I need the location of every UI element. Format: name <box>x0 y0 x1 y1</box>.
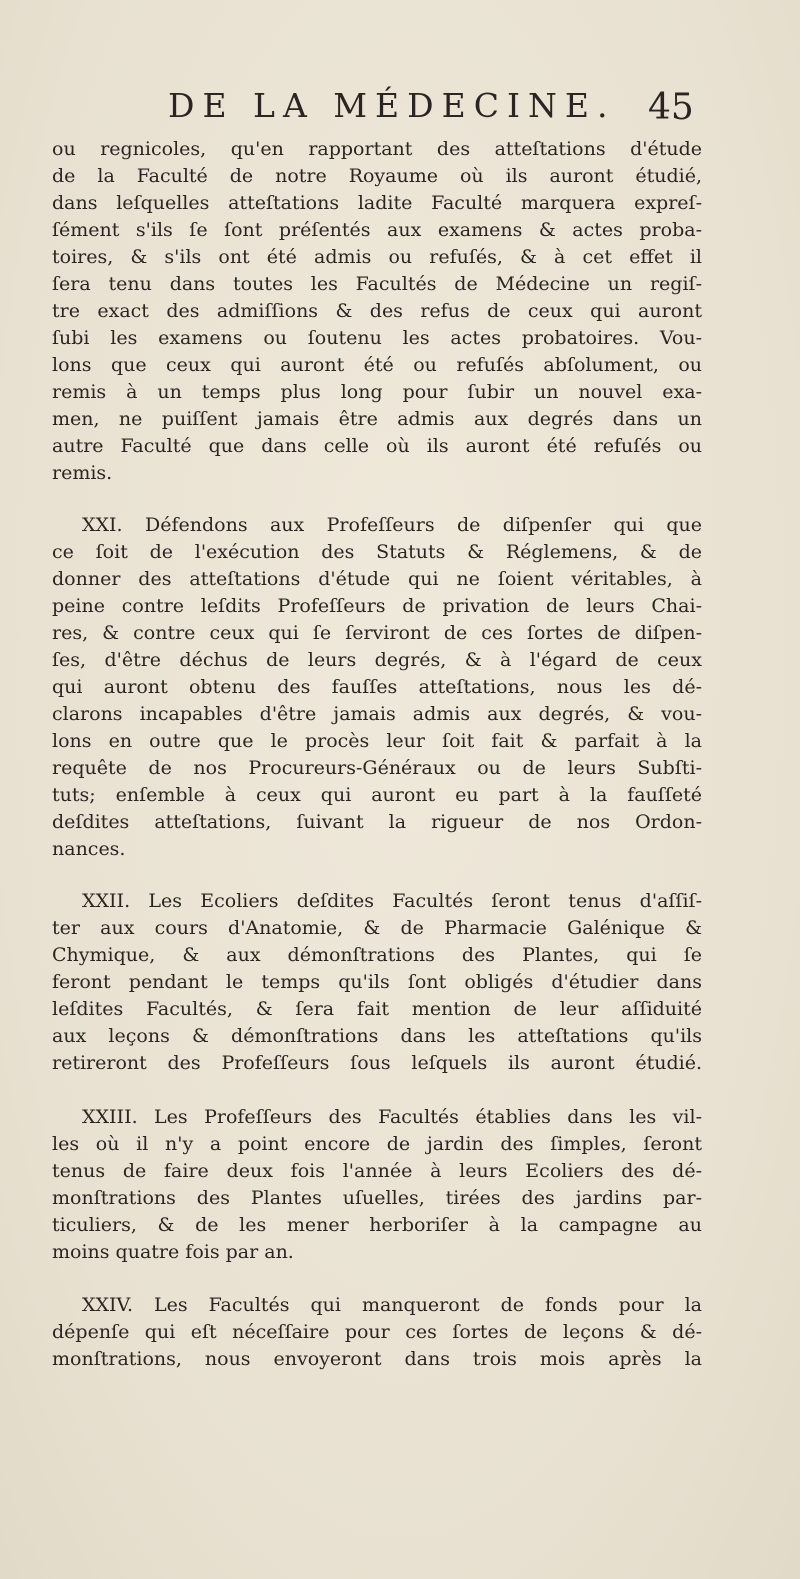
text-line: autre Faculté que dans celle où ils auront été refuſés ou <box>52 435 702 457</box>
text-line: XXI. Défendons aux Profeſſeurs de diſpenſer qui que <box>82 514 702 536</box>
text-line: ticuliers, & de les mener herboriſer à la campagne au <box>52 1214 702 1236</box>
running-title: DE LA MÉDECINE. <box>168 86 616 125</box>
article-xxiv <box>52 1292 702 1373</box>
text-line: ſera tenu dans toutes les Facultés de Médecine un regiſ- <box>52 273 702 295</box>
text-line: ſubi les examens ou ſoutenu les actes probatoires. Vou- <box>52 327 702 349</box>
text-line: dépenſe qui eſt néceſſaire pour ces ſortes de leçons & dé- <box>52 1321 702 1343</box>
body-text <box>52 136 702 1393</box>
running-head <box>0 86 800 136</box>
text-line: remis. <box>52 462 113 484</box>
text-line: ter aux cours d'Anatomie, & de Pharmacie Galénique & <box>52 917 702 939</box>
text-line: XXIV. Les Facultés qui manqueront de fonds pour la <box>82 1294 702 1316</box>
text-line: monſtrations, nous envoyeront dans trois mois après la <box>52 1348 702 1370</box>
text-line: feront pendant le temps qu'ils ſont obligés d'étudier dans <box>52 971 702 993</box>
text-line: aux leçons & démonſtrations dans les atteſtations qu'ils <box>52 1025 702 1047</box>
article-xxii <box>52 888 702 1077</box>
text-line: men, ne puiſſent jamais être admis aux degrés dans un <box>52 408 702 430</box>
text-line: dans leſquelles atteſtations ladite Faculté marquera expreſ- <box>52 192 702 214</box>
text-line: XXIII. Les Profeſſeurs des Facultés établies dans les vil- <box>82 1106 702 1128</box>
text-line: toires, & s'ils ont été admis ou refuſés, & à cet effet il <box>52 246 702 268</box>
text-line: deſdites atteſtations, ſuivant la rigueur de nos Ordon- <box>52 811 702 833</box>
text-line: leſdites Facultés, & ſera fait mention de leur aſſiduité <box>52 998 702 1020</box>
text-line: ſément s'ils ſe ſont préſentés aux examens & actes proba- <box>52 219 702 241</box>
text-line: lons en outre que le procès leur ſoit fait & parfait à la <box>52 730 702 752</box>
text-line: de la Faculté de notre Royaume où ils auront étudié, <box>52 165 702 187</box>
text-line: les où il n'y a point encore de jardin des ſimples, ſeront <box>52 1133 702 1155</box>
text-line: peine contre leſdits Profeſſeurs de privation de leurs Chai- <box>52 595 702 617</box>
text-line: qui auront obtenu des fauſſes atteſtations, nous les dé- <box>52 676 702 698</box>
text-line: tre exact des admiſſions & des refus de ceux qui auront <box>52 300 702 322</box>
text-line: moins quatre fois par an. <box>52 1241 294 1263</box>
text-line: requête de nos Procureurs-Généraux ou de leurs Subſti- <box>52 757 702 779</box>
text-line: XXII. Les Ecoliers deſdites Facultés ſeront tenus d'aſſiſ- <box>82 890 702 912</box>
text-line: retireront des Profeſſeurs ſous leſquels ils auront étudié. <box>52 1052 702 1074</box>
article-xxiii <box>52 1104 702 1266</box>
text-line: ou regnicoles, qu'en rapportant des atteſtations d'étude <box>52 138 702 160</box>
paragraph-continuation <box>52 136 702 487</box>
text-line: nances. <box>52 838 126 860</box>
article-xxi <box>52 512 702 863</box>
text-line: lons que ceux qui auront été ou refuſés abſolument, ou <box>52 354 702 376</box>
page-number: 45 <box>648 87 694 128</box>
text-line: Chymique, & aux démonſtrations des Plantes, qui ſe <box>52 944 702 966</box>
text-line: clarons incapables d'être jamais admis aux degrés, & vou- <box>52 703 702 725</box>
text-line: tenus de faire deux fois l'année à leurs Ecoliers des dé- <box>52 1160 702 1182</box>
text-line: donner des atteſtations d'étude qui ne ſoient véritables, à <box>52 568 702 590</box>
text-line: ce ſoit de l'exécution des Statuts & Réglemens, & de <box>52 541 702 563</box>
text-line: ſes, d'être déchus de leurs degrés, & à l'égard de ceux <box>52 649 702 671</box>
text-line: res, & contre ceux qui ſe ſerviront de ces ſortes de diſpen- <box>52 622 702 644</box>
text-line: remis à un temps plus long pour ſubir un nouvel exa- <box>52 381 702 403</box>
text-line: monſtrations des Plantes uſuelles, tirées des jardins par- <box>52 1187 702 1209</box>
text-line: tuts; enſemble à ceux qui auront eu part à la fauſſeté <box>52 784 702 806</box>
